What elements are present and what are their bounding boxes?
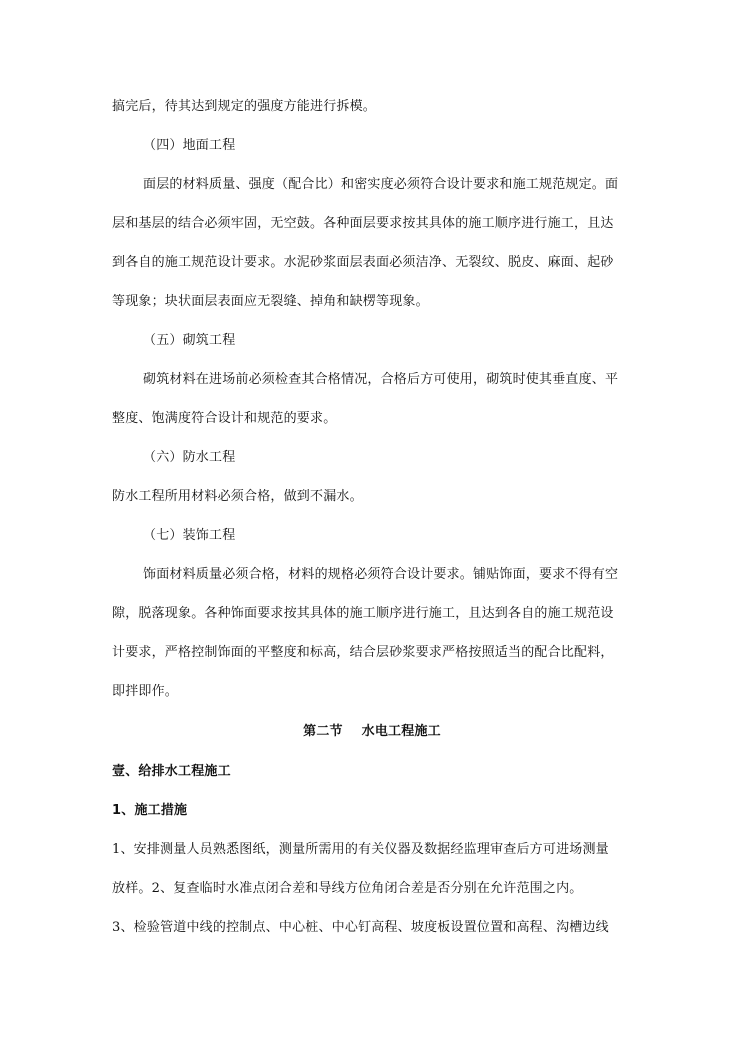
paragraph-line: 1、安排测量人员熟悉图纸，测量所需用的有关仪器及数据经监理审查后方可进场测量 [112, 842, 609, 857]
paragraph-line: 隙，脱落现象。各种饰面要求按其具体的施工顺序进行施工，且达到各自的施工规范设 [112, 606, 614, 621]
paragraph-line: 即拌即作。 [112, 684, 179, 699]
subsection-heading: （四）地面工程 [143, 138, 236, 153]
paragraph-line: 到各自的施工规范设计要求。水泥砂浆面层表面必须洁净、无裂纹、脱皮、麻面、起砂 [112, 255, 614, 270]
paragraph-line: 饰面材料质量必须合格，材料的规格必须符合设计要求。铺贴饰面，要求不得有空 [143, 567, 619, 582]
subsection-heading: （七）装饰工程 [143, 528, 236, 543]
paragraph-line: 面层的材料质量、强度（配合比）和密实度必须符合设计要求和施工规范规定。面 [143, 177, 619, 192]
paragraph-line: 搞完后，待其达到规定的强度方能进行拆模。 [112, 99, 377, 114]
paragraph-line: 砌筑材料在进场前必须检查其合格情况，合格后方可使用，砌筑时使其垂直度、平 [143, 372, 619, 387]
paragraph-line: 等现象；块状面层表面应无裂缝、掉角和缺楞等现象。 [112, 294, 429, 309]
subsection-heading: （五）砌筑工程 [143, 333, 236, 348]
paragraph-line: 整度、饱满度符合设计和规范的要求。 [112, 411, 337, 426]
paragraph-line: 防水工程所用材料必须合格，做到不漏水。 [112, 489, 363, 504]
item-heading: 1、施工措施 [112, 803, 188, 818]
subsection-heading: （六）防水工程 [143, 450, 236, 465]
paragraph-line: 3、检验管道中线的控制点、中心桩、中心钉高程、坡度板设置位置和高程、沟槽边线 [112, 920, 609, 935]
paragraph-line: 放样。2、复查临时水准点闭合差和导线方位角闭合差是否分别在允许范围之内。 [112, 881, 583, 896]
paragraph-line: 计要求，严格控制饰面的平整度和标高，结合层砂浆要求严格按照适当的配合比配料， [112, 645, 614, 660]
part-heading: 壹、给排水工程施工 [112, 764, 231, 779]
section-title: 第二节 水电工程施工 [303, 724, 441, 739]
paragraph-line: 层和基层的结合必须牢固，无空鼓。各种面层要求按其具体的施工顺序进行施工，且达 [112, 216, 614, 231]
